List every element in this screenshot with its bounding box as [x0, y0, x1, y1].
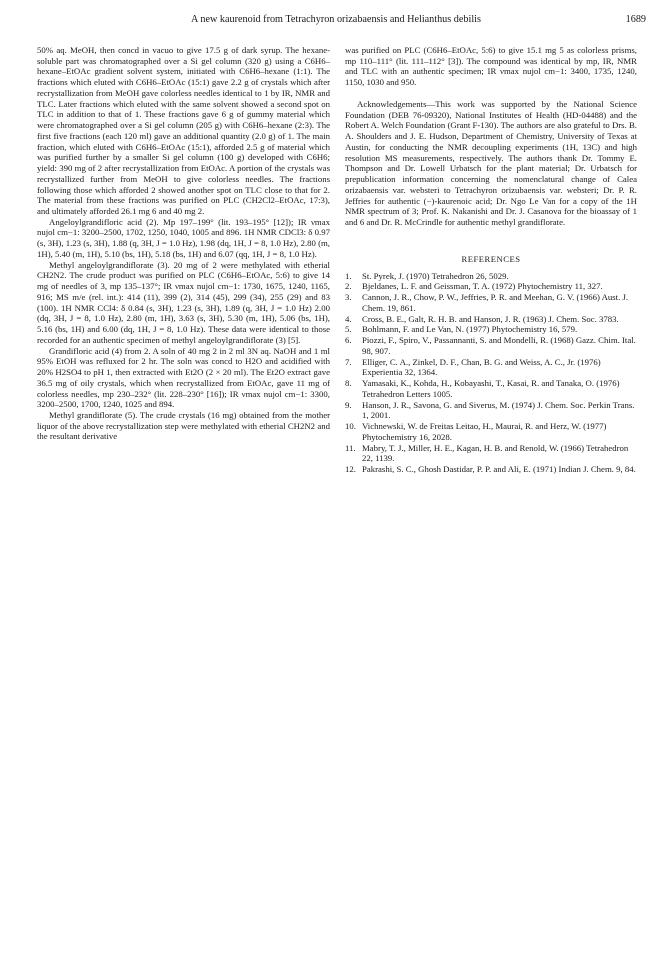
reference-item: [345, 314, 637, 325]
reference-number: 8.: [345, 378, 352, 389]
reference-text: Piozzi, F., Spiro, V., Passannanti, S. and Mondelli, R. (1968) Gazz. Chim. Ital. 98, 907.: [362, 335, 636, 356]
reference-text: St. Pyrek, J. (1970) Tetrahedron 26, 5029.: [362, 270, 509, 281]
reference-number: 4.: [345, 313, 352, 324]
left-column: [37, 45, 330, 442]
reference-number: 3.: [345, 292, 352, 303]
reference-text: Vichnewski, W. de Freitas Leitao, H., Maurai, R. and Herz, W. (1977) Phytochemistry 16, 2028.: [362, 421, 607, 442]
reference-item: [345, 292, 637, 313]
reference-number: 7.: [345, 356, 352, 367]
running-title: A new kaurenoid from Tetrachyron orizabaensis and Helianthus debilis: [191, 14, 481, 25]
reference-item: [345, 335, 637, 356]
reference-item: [345, 421, 637, 442]
reference-text: Hanson, J. R., Savona, G. and Siverus, M. (1974) J. Chem. Soc. Perkin Trans. 1, 2001.: [362, 399, 635, 421]
reference-text: Bohlmann, F. and Le Van, N. (1977) Phytochemistry 16, 579.: [362, 324, 578, 335]
reference-item: [345, 324, 637, 335]
reference-number: 10.: [345, 421, 356, 432]
reference-item: [345, 271, 637, 282]
reference-text: Mabry, T. J., Miller, H. E., Kagan, H. B. and Renold, W. (1966) Tetrahedron 22, 1139.: [362, 442, 629, 464]
reference-item: [345, 357, 637, 378]
reference-item: [345, 281, 637, 292]
reference-text: Pakrashi, S. C., Ghosh Dastidar, P. P. and Ali, E. (1971) Indian J. Chem. 9, 84.: [362, 463, 636, 474]
page-number: 1689: [625, 14, 646, 25]
reference-number: 12.: [345, 463, 356, 474]
references-list: [345, 271, 637, 475]
reference-text: Cross, B. E., Galt, R. H. B. and Hanson, J. R. (1963) J. Chem. Soc. 3783.: [362, 313, 619, 324]
reference-text: Yamasaki, K., Kohda, H., Kobayashi, T., Kasai, R. and Tanaka, O. (1976) Tetrahedron Letters 1005.: [362, 378, 620, 399]
experimental-paragraph-isolation: 50% aq. MeOH, then concd in vacuo to give 17.5 g of dark syrup. The hexane-soluble part was chromatographed over a Si gel column (320 g) using a C6H6–hexane–EtOAc gradient solvent system, initiated with C6H6–hexane (1:1). The fractions which eluted with C6H6–EtOAc (15:1) gave 2.2 g of crystals which after recrystallization from MeOH gave colorless needles identical to 1 by IR, NMR and TLC. Later fractions which eluted with the same solvent showed a second spot on TLC in addition to that of 1. These fractions gave 6 g of gummy material which were chromatographed over a Si gel column (205 g) with C6H6–hexane (2:3). The first five fractions (each 120 ml) gave an additional quantity (2.0 g) of 1. The main fraction, which eluted with C6H6–EtOAc (15:1), afforded 2.5 g of material which was purified further by a smaller Si gel column (100 g) developed with C6H6; yield: 390 mg of 2 after recrystallization from EtOAc. A portion of the crystals was recrystallized further from MeOH to give colorless needles. The fractions following those which afforded 2 showed another spot on TLC close to that for 2. The material from these fractions was purified on PLC (CH2Cl2–EtOAc, 17:3), and ultimately afforded 26.1 mg 6 and 40 mg 2.: [37, 45, 330, 217]
experimental-paragraph-grandifloric-acid: Grandifloric acid (4) from 2. A soln of 40 mg 2 in 2 ml 3N aq. NaOH and 1 ml 95% EtOH was refluxed for 2 hr. The soln was concd to H2O and acidified with 20% H2SO4 to pH 1, then extracted with Et2O (2 × 20 ml). The Et2O extract gave 36.5 mg of oily crystals, which when recrystallized from EtOAc, gave 11 mg of colorless needles, mp 230–232° (lit. 228–230° [16]); IR νmax nujol cm−1: 3300, 3200–2500, 1700, 1240, 1025 and 894.: [37, 345, 330, 410]
experimental-paragraph-methyl-angeloylgrandiflorate: Methyl angeloylgrandiflorate (3). 20 mg of 2 were methylated with etherial CH2N2. The crude product was purified on PLC (C6H6–EtOAc, 5:6) to give 14 mg of needles of 3, mp 135–137°; IR νmax nujol cm−1: 1730, 1675, 1240, 1165, 916; MS m/e (rel. int.): 414 (11), 399 (2), 314 (45), 299 (34), 255 (29) and 83 (100). 1H NMR CCl4: δ 0.84 (s, 3H), 1.23 (s, 3H), 1.89 (q, 3H, J = 1.0 Hz) 2.00 (dq, 3H, J = 8, 1.0 Hz), 2.80 (m, 1H), 3.63 (s, 3H), 5.30 (m, 1H), 5.06 (bs, 1H), 5.16 (bs, 1H) and 6.00 (dq, 1H, J = 8, 1.0 Hz). These data were identical to those recorded for an authentic specimen of methyl angeloylgrandiflorate (3) [5].: [37, 259, 330, 345]
reference-item: [345, 400, 637, 421]
reference-item: [345, 378, 637, 399]
acknowledgements: Acknowledgements—This work was supported by the National Science Foundation (DEB 76-09320), National Institutes of Health (HD-04488) and the Robert A. Welch Foundation (Grant F-130). The authors are also grateful to Drs. B. A. Shoulders and J. E. Hudson, Department of Chemistry, University of Texas at Austin, for conducting the NMR decoupling experiments (1H, 13C) and high resolution MS measurements, respectively. The authors thank Dr. Tommy E. Thompson and Dr. Lowell Urbatsch for the plant material; Dr. Urbatsch for prepublication information concerning the nomenclatural change of Calea orizabaensis var. websteri to Tetrachyron orizubaensis var. websteri; Dr. P. R. Jeffries for authentic (−)-kaurenoic acid; Dr. Ngo Le Van for a copy of the 1H NMR spectrum of 3; Prof. K. Nakanishi and Dr. J. Casanova for the bioassay of 1 and 6 and Dr. R. McCrindle for authentic methyl grandiflorate.: [345, 98, 637, 228]
reference-item: [345, 464, 637, 475]
experimental-paragraph-methyl-grandiflorate: Methyl grandiflorate (5). The crude crystals (16 mg) obtained from the mother liquor of the above recrystallization step were methylated with etherial CH2N2 and the resultant derivative: [37, 409, 330, 442]
reference-text: Bjeldanes, L. F. and Geissman, T. A. (1972) Phytochemistry 11, 327.: [362, 281, 603, 292]
reference-number: 5.: [345, 324, 352, 335]
reference-number: 1.: [345, 270, 352, 281]
reference-text: Elliger, C. A., Zinkel, D. F., Chan, B. G. and Weiss, A. C., Jr. (1976) Experientia 32, 1364.: [362, 356, 601, 378]
experimental-paragraph-continued: was purified on PLC (C6H6–EtOAc, 5:6) to give 15.1 mg 5 as colorless prisms, mp 110–111° (lit. 111–112° [3]). The compound was identical by mp, IR, NMR and TLC with an authentic specimen; IR νmax nujol cm−1: 3400, 1735, 1240, 1150, 1030 and 950.: [345, 45, 637, 88]
reference-text: Cannon, J. R., Chow, P. W., Jeffries, P. R. and Meehan, G. V. (1966) Aust. J. Chem. 19, 861.: [362, 292, 629, 313]
reference-item: [345, 443, 637, 464]
references-heading: REFERENCES: [461, 253, 521, 264]
right-column: [345, 45, 637, 475]
experimental-paragraph-angeloylgrandifloric-acid: Angeloylgrandifloric acid (2). Mp 197–199° (lit. 193–195° [12]); IR νmax nujol cm−1: 3200–2500, 1702, 1250, 1040, 1005 and 896. 1H NMR CDCl3: δ 0.97 (s, 3H), 1.23 (s, 3H), 1.88 (q, 3H, J = 1.0 Hz), 1.98 (dq, 1H, J = 8, 1.0 Hz), 2.80 (m, 1H), 5.40 (m, 1H), 5.10 (bs, 1H), 5.18 (bs, 1H) and 6.07 (qq, 1H, J = 8, 1.0 Hz).: [37, 216, 330, 259]
reference-number: 11.: [345, 442, 356, 453]
reference-number: 2.: [345, 281, 352, 292]
reference-number: 6.: [345, 335, 352, 346]
reference-number: 9.: [345, 399, 352, 410]
running-head: [0, 13, 672, 27]
